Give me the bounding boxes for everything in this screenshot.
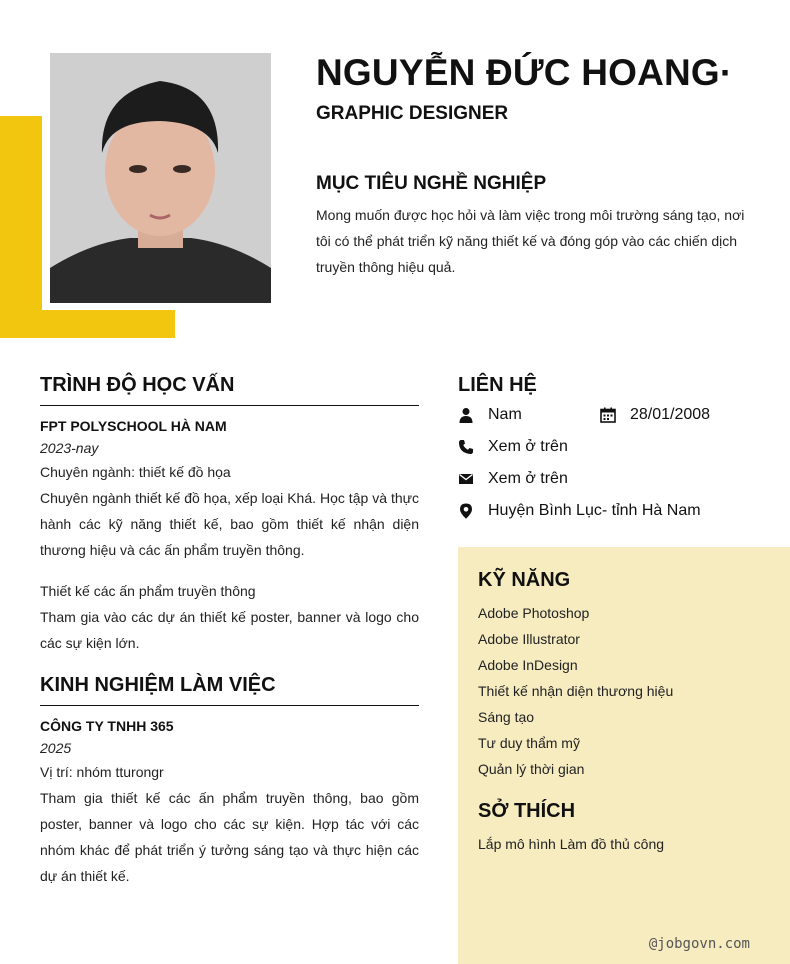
contact-gender [458,406,522,424]
education-major: Chuyên ngành: thiết kế đồ họa [40,464,231,480]
accent-bar-vertical [0,116,42,338]
hobbies-heading: SỞ THÍCH [478,800,576,822]
company-name: CÔNG TY TNHH 365 [40,718,174,734]
experience-period: 2025 [40,740,72,756]
skill-item: Thiết kế nhận diện thương hiệu [478,683,674,699]
objective-text: Mong muốn được học hỏi và làm việc trong môi trường sáng tạo, nơi tôi có thể phát triển kỹ năng thiết kế và đóng góp vào các chiến dịch truyền thông hiệu quả. [316,207,745,275]
phone-icon [458,439,474,455]
experience-position: Vị trí: nhóm tturongr [40,764,164,780]
activity-title: Thiết kế các ấn phẩm truyền thông [40,583,256,599]
job-title: GRAPHIC DESIGNER [316,103,509,124]
skill-item: Adobe Illustrator [478,631,580,647]
contact-address [458,502,701,520]
contact-email [458,470,568,488]
skill-item: Quản lý thời gian [478,761,585,777]
experience-description: Tham gia thiết kế các ấn phẩm truyền thông, bao gồm poster, banner và logo cho các sự kiện. Hợp tác với các nhóm khác để phát triển ý tưởng sáng tạo và thực hiện các dự án thiết kế. [40,790,419,884]
accent-bar-horizontal [0,310,175,338]
calendar-icon [600,407,616,423]
activity-description: Tham gia vào các dự án thiết kế poster, banner và logo cho các sự kiện lớn. [40,609,419,651]
skill-item: Tư duy thẩm mỹ [478,735,580,751]
skills-panel [458,547,790,964]
candidate-name: NGUYỄN ĐỨC HOANG· [316,52,733,93]
education-period: 2023-nay [40,440,99,456]
email-value: Xem ở trên [488,470,568,487]
birthdate-value: 28/01/2008 [630,406,711,423]
skill-item: Adobe InDesign [478,657,578,673]
location-pin-icon [458,503,474,519]
address-value: Huyện Bình Lục- tỉnh Hà Nam [488,502,701,519]
hobby-text: Lắp mô hình Làm đồ thủ công [478,836,665,852]
phone-value: Xem ở trên [488,438,568,455]
objective-heading: MỤC TIÊU NGHỀ NGHIỆP [316,173,547,194]
watermark-text: @jobgovn.com [648,936,750,952]
contact-birthdate [600,406,710,424]
skill-item: Adobe Photoshop [478,605,590,621]
education-heading: TRÌNH ĐỘ HỌC VẤN [40,374,419,406]
profile-photo [50,53,271,303]
contact-heading: LIÊN HỆ [458,374,537,396]
person-icon [458,407,474,423]
gender-value: Nam [488,406,522,423]
experience-heading: KINH NGHIỆM LÀM VIỆC [40,674,419,706]
skill-item: Sáng tạo [478,709,535,725]
education-description: Chuyên ngành thiết kế đồ họa, xếp loại Khá. Học tập và thực hành các kỹ năng thiết kế, bao gồm thiết kế nhận diện thương hiệu và các ấn phẩm truyền thông. [40,490,419,558]
contact-phone [458,438,568,456]
left-column [40,374,419,889]
mail-icon [458,471,474,487]
school-name: FPT POLYSCHOOL HÀ NAM [40,418,227,434]
skills-heading: KỸ NĂNG [478,569,571,591]
